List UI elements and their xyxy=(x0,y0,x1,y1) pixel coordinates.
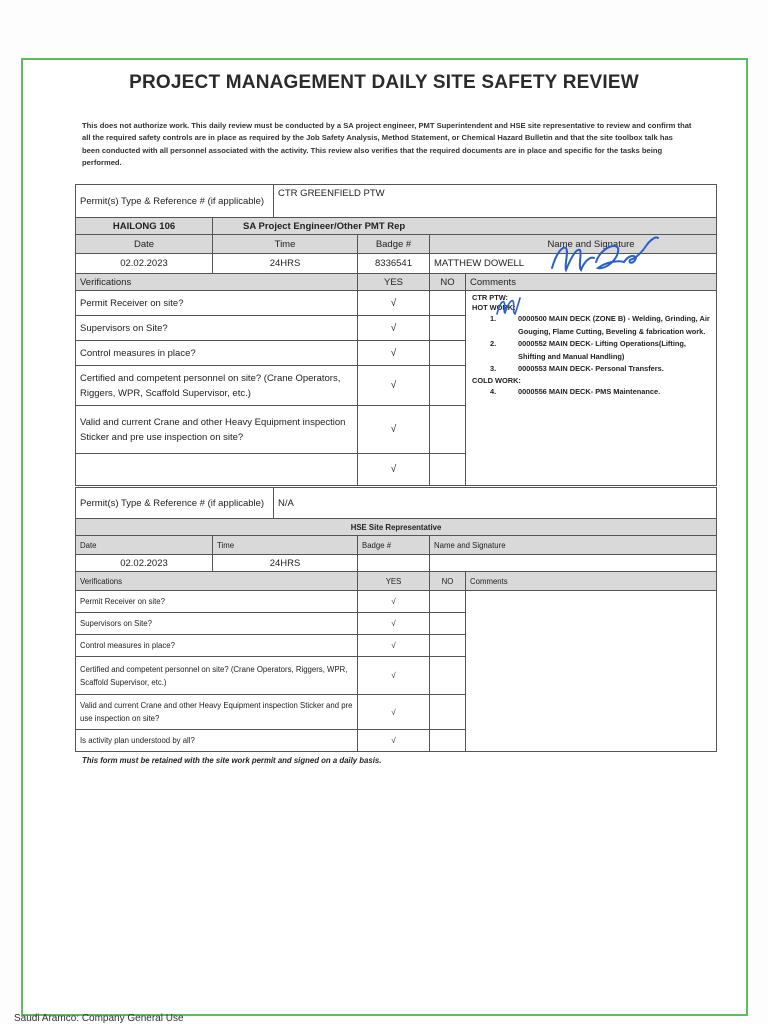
name-header: Name and Signature xyxy=(430,536,717,555)
permit-value: N/A xyxy=(274,488,717,519)
verification-label: Is activity plan understood by all? xyxy=(76,730,358,752)
time-header: Time xyxy=(213,536,358,555)
comment-item: 2. 0000552 MAIN DECK- Lifting Operations(Lifting, Shifting and Manual Handling) xyxy=(490,339,686,361)
badge-header: Badge # xyxy=(358,235,430,254)
name-value xyxy=(430,555,717,572)
retention-note: This form must be retained with the site work permit and signed on a daily basis. xyxy=(82,756,382,765)
badge-value: 8336541 xyxy=(358,254,430,274)
verification-label: Certified and competent personnel on site? (Crane Operators, Riggers, WPR, Scaffold Supervisor, etc.) xyxy=(76,657,358,695)
no-check xyxy=(430,635,466,657)
no-check xyxy=(430,591,466,613)
verification-label: Valid and current Crane and other Heavy Equipment inspection Sticker and pre use inspection on site? xyxy=(76,695,358,730)
verifications-header: Verifications xyxy=(76,274,358,291)
no-header: NO xyxy=(430,274,466,291)
no-check xyxy=(430,406,466,454)
yes-check: √ xyxy=(358,591,430,613)
intro-paragraph: This does not authorize work. This daily review must be conducted by a SA project engineer, PMT Superintendent and HSE site representative to review and confirm that all the required safety controls are in place as required by the Job Safety Analysis, Method Statement, or Chemical Hazard Bulletin and that the site toolbox talk has been conducted with all personnel associated with the activity. This review also verifies that the required documents are in place and specific for the tasks being performed. xyxy=(82,121,692,168)
yes-check: √ xyxy=(358,291,430,316)
comment-hot-work: HOT WORK: xyxy=(472,303,516,312)
badge-value xyxy=(358,555,430,572)
yes-check: √ xyxy=(358,730,430,752)
yes-check: √ xyxy=(358,454,430,486)
yes-check: √ xyxy=(358,613,430,635)
no-check xyxy=(430,316,466,341)
role-heading: SA Project Engineer/Other PMT Rep xyxy=(213,218,717,235)
date-header: Date xyxy=(76,536,213,555)
comment-cold-work: COLD WORK: xyxy=(472,375,521,385)
comment-item: 3. 0000553 MAIN DECK- Personal Transfers. xyxy=(490,364,664,373)
comment-item: 4. 0000556 MAIN DECK- PMS Maintenance. xyxy=(490,386,661,396)
verification-label: Supervisors on Site? xyxy=(76,613,358,635)
verification-label: Permit Receiver on site? xyxy=(76,591,358,613)
permit-value: CTR GREENFIELD PTW xyxy=(274,185,717,218)
date-header: Date xyxy=(76,235,213,254)
yes-header: YES xyxy=(358,572,430,591)
classification-label: Saudi Aramco: Company General Use xyxy=(14,1013,184,1024)
no-check xyxy=(430,366,466,406)
yes-check: √ xyxy=(358,635,430,657)
comments-cell xyxy=(466,591,717,752)
pmt-review-table xyxy=(75,184,717,486)
date-value: 02.02.2023 xyxy=(76,555,213,572)
role-heading: HSE Site Representative xyxy=(76,519,717,536)
yes-check: √ xyxy=(358,366,430,406)
yes-header: YES xyxy=(358,274,430,291)
no-check xyxy=(430,730,466,752)
badge-header: Badge # xyxy=(358,536,430,555)
verification-label xyxy=(76,454,358,486)
time-header: Time xyxy=(213,235,358,254)
vessel-name: HAILONG 106 xyxy=(76,218,213,235)
no-check xyxy=(430,454,466,486)
no-check xyxy=(430,657,466,695)
yes-check: √ xyxy=(358,316,430,341)
time-value: 24HRS xyxy=(213,254,358,274)
yes-check: √ xyxy=(358,406,430,454)
verification-label: Supervisors on Site? xyxy=(76,316,358,341)
yes-check: √ xyxy=(358,657,430,695)
no-check xyxy=(430,695,466,730)
name-header: Name and Signature xyxy=(430,235,717,254)
comments-cell xyxy=(466,291,717,486)
permit-label: Permit(s) Type & Reference # (if applicable) xyxy=(76,488,274,519)
no-check xyxy=(430,613,466,635)
verifications-header: Verifications xyxy=(76,572,358,591)
date-value: 02.02.2023 xyxy=(76,254,213,274)
time-value: 24HRS xyxy=(213,555,358,572)
comment-item: 1. 0000500 MAIN DECK (ZONE B) - Welding, Grinding, Air Gouging, Flame Cutting, Beveling & fabrication work. xyxy=(490,314,710,336)
permit-label: Permit(s) Type & Reference # (if applicable) xyxy=(76,185,274,218)
yes-check: √ xyxy=(358,341,430,366)
verification-label: Certified and competent personnel on site? (Crane Operators, Riggers, WPR, Scaffold Supervisor, etc.) xyxy=(76,366,358,406)
comment-ctr: CTR PTW: xyxy=(472,293,509,302)
no-check xyxy=(430,291,466,316)
verification-label: Control measures in place? xyxy=(76,341,358,366)
form-title: PROJECT MANAGEMENT DAILY SITE SAFETY REVIEW xyxy=(129,72,639,93)
no-check xyxy=(430,341,466,366)
verification-label: Control measures in place? xyxy=(76,635,358,657)
verification-label: Valid and current Crane and other Heavy Equipment inspection Sticker and pre use inspection on site? xyxy=(76,406,358,454)
name-value: MATTHEW DOWELL xyxy=(430,254,717,274)
yes-check: √ xyxy=(358,695,430,730)
comments-header: Comments xyxy=(466,274,717,291)
verification-label: Permit Receiver on site? xyxy=(76,291,358,316)
hse-review-table xyxy=(75,487,717,752)
signature-icon xyxy=(548,232,663,280)
comments-header: Comments xyxy=(466,572,717,591)
no-header: NO xyxy=(430,572,466,591)
initial-mark-icon xyxy=(494,294,522,318)
